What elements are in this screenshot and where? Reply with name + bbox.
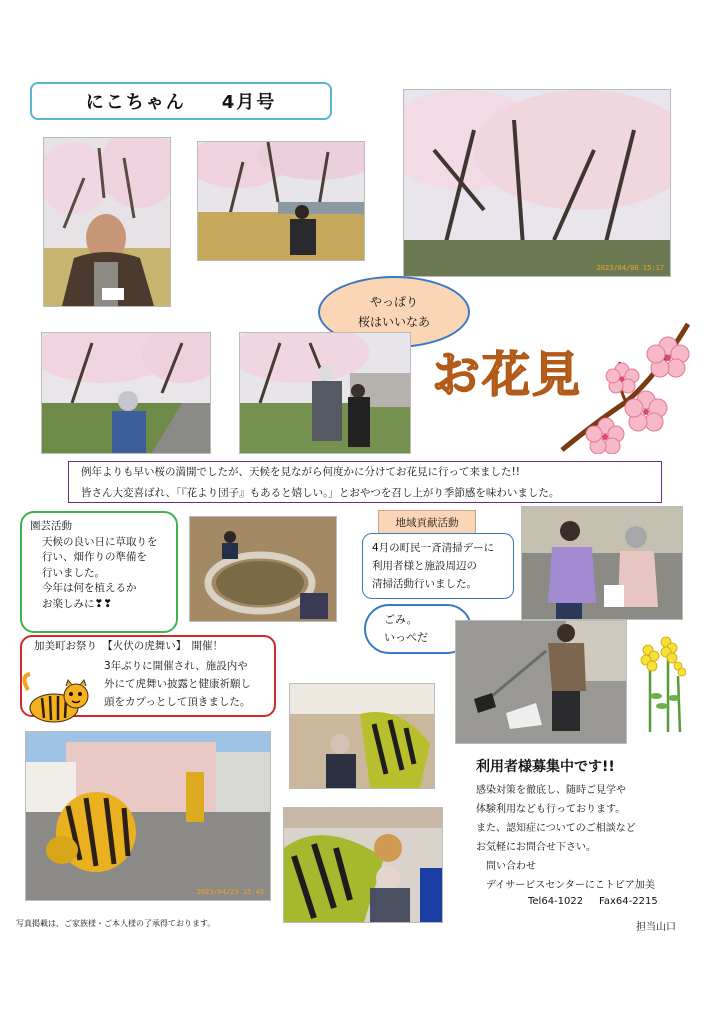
rapeseed-flower-icon <box>636 636 686 732</box>
recruit-body <box>476 781 655 895</box>
photo-man-portrait <box>44 138 170 306</box>
intro-line-2: 皆さん大変喜ばれ、「『花より団子』もあると嬉しい。」とおやつを召し上がり季節感を味わいました。 <box>81 487 560 499</box>
photo-timestamp: 2023/04/06 15:17 <box>596 264 664 272</box>
garden-heading: 園芸活動 <box>30 520 72 532</box>
tel-number: Tel64-1022 <box>528 896 584 907</box>
thought-line-2: いっぺだ <box>384 631 428 644</box>
community-line: 利用者様と施設周辺の <box>372 560 477 572</box>
festival-line: 頭をカプっとして頂きました。 <box>104 696 251 708</box>
thought-line-1: ごみ。 <box>384 613 418 626</box>
photo-sweeping <box>456 621 626 743</box>
photo-tiger-dance-indoor <box>290 684 434 788</box>
center-name: デイサービスセンターにこトピア加美 <box>486 880 655 891</box>
recruit-line: 感染対策を徹底し、随時ご見学や <box>476 785 626 796</box>
festival-line: 3年ぶりに開催され、施設内や <box>104 660 248 672</box>
recruit-line: 体験利用なども行っております。 <box>476 804 626 815</box>
cherry-blossom-icon <box>556 322 696 454</box>
photo-two-people <box>240 333 410 453</box>
photo-garden <box>190 517 336 621</box>
festival-body <box>104 657 251 711</box>
garden-line: 天候の良い日に草取りを <box>42 535 158 548</box>
issue-label: 4月号 <box>221 92 277 113</box>
section-title-ohanami: お花見 <box>432 347 583 403</box>
recruit-title: 利用者様募集中です!! <box>476 759 615 775</box>
tiger-icon <box>20 668 92 728</box>
newsletter-title: にこちゃん <box>85 92 186 113</box>
photo-timestamp: 2023/04/29 15:43 <box>196 888 264 896</box>
community-line: 清掃活動行いました。 <box>372 578 477 590</box>
garden-activity-box <box>20 511 178 633</box>
photo-cleaning-pair <box>522 507 682 619</box>
speech-line-2: 桜はいいなあ <box>357 315 430 329</box>
community-activity-box <box>362 533 514 599</box>
fax-number: Fax64-2215 <box>599 896 658 907</box>
photo-cherry-trees-large <box>404 90 670 276</box>
photo-person-path <box>42 333 210 453</box>
staff-in-charge: 担当山口 <box>636 922 676 933</box>
speech-line-1: やっぱり <box>369 294 418 309</box>
phone-fax-line <box>528 896 658 907</box>
garden-line: 今年は何を植えるか <box>42 582 137 594</box>
photo-walk-trees <box>198 142 364 260</box>
intro-line-1: 例年よりも早い桜の満開でしたが、天候を見ながら何度かに分けてお花見に行って来ました!! <box>81 466 520 478</box>
festival-line: 外にて虎舞い披露と健康祈願し <box>104 678 251 690</box>
garden-line: 行い、畑作りの準備を <box>42 551 147 563</box>
community-activity-label: 地域貢献活動 <box>378 510 476 534</box>
garden-line: 行いました。 <box>42 566 105 579</box>
photo-tiger-blessing <box>284 808 442 922</box>
intro-text-box <box>68 461 662 503</box>
recruit-line: また、認知症についてのご相談など <box>476 823 636 834</box>
recruit-line: お気軽にお問合せ下さい。 <box>476 842 596 853</box>
photo-tiger-street <box>26 732 270 900</box>
festival-heading: 加美町お祭り 【火伏の虎舞い】 開催！ <box>34 640 223 652</box>
newsletter-title-box <box>30 82 332 120</box>
garden-line: お楽しみに❣❣ <box>42 597 113 610</box>
contact-label: 問い合わせ <box>486 861 536 872</box>
community-line: 4月の町民一斉清掃デーに <box>372 542 495 554</box>
photo-consent-note: 写真掲載は、ご家族様・ご本人様の了承得ております。 <box>16 919 216 928</box>
